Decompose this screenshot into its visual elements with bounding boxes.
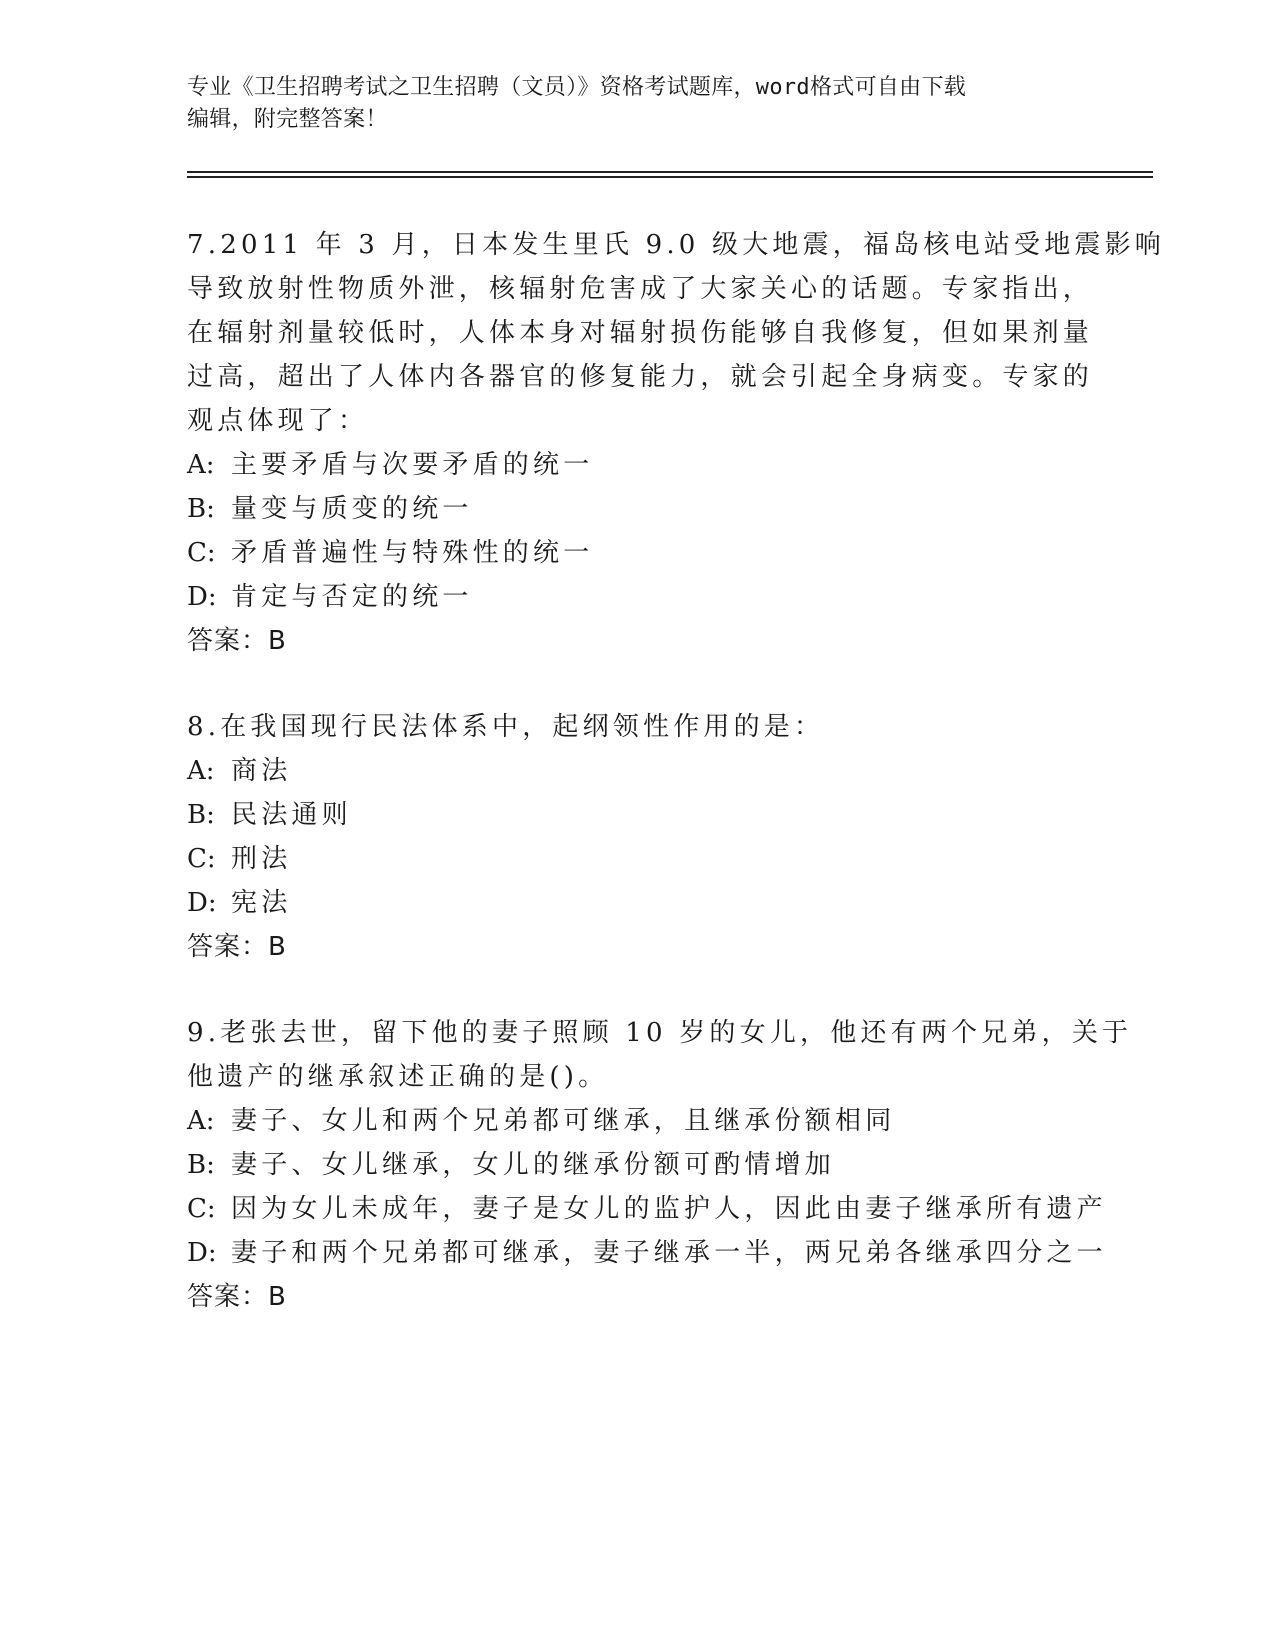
question-9-answer: 答案：B xyxy=(187,1282,287,1312)
option-letter: A: xyxy=(187,1106,215,1136)
option-text: 主要矛盾与次要矛盾的统一 xyxy=(231,450,594,480)
question-7-option-a xyxy=(187,445,593,485)
question-7-option-c xyxy=(187,533,593,573)
header-text-line-1: 专业《卫生招聘考试之卫生招聘（文员）》资格考试题库，word格式可自由下载 xyxy=(187,75,967,100)
option-text: 宪法 xyxy=(231,888,292,918)
question-9-text-line: 他遗产的继承叙述正确的是()。 xyxy=(187,1062,609,1092)
option-text: 刑法 xyxy=(231,844,292,874)
option-text: 商法 xyxy=(231,756,292,786)
header-text-line-2: 编辑，附完整答案！ xyxy=(187,107,388,132)
question-7-option-b xyxy=(187,489,473,529)
option-letter: A: xyxy=(187,756,215,786)
header-rule-top xyxy=(187,171,1153,173)
question-7-text-line: 7.2011 年 3 月，日本发生里氏 9.0 级大地震，福岛核电站受地震影响 xyxy=(187,230,1165,260)
option-text: 量变与质变的统一 xyxy=(231,494,473,524)
option-text: 肯定与否定的统一 xyxy=(231,582,473,612)
header-rule-bottom xyxy=(187,176,1153,178)
question-7-text-line: 导致放射性物质外泄，核辐射危害成了大家关心的话题。专家指出， xyxy=(187,274,1094,304)
question-8-option-c xyxy=(187,839,291,879)
question-9-option-c xyxy=(187,1189,1107,1229)
option-letter: C: xyxy=(187,844,216,874)
question-8-option-d xyxy=(187,883,291,923)
option-letter: D: xyxy=(187,582,217,612)
question-7-option-d xyxy=(187,577,473,617)
option-letter: D: xyxy=(187,888,217,918)
option-letter: C: xyxy=(187,1194,216,1224)
question-9-option-a xyxy=(187,1101,895,1141)
option-letter: B: xyxy=(187,800,215,830)
question-9-option-b xyxy=(187,1145,835,1185)
question-8-answer: 答案：B xyxy=(187,932,287,962)
option-letter: D: xyxy=(187,1238,217,1268)
question-7-text-line: 观点体现了： xyxy=(187,406,369,436)
question-8-option-a xyxy=(187,751,291,791)
question-8-text-line: 8.在我国现行民法体系中，起纲领性作用的是： xyxy=(187,712,825,742)
question-9-option-d xyxy=(187,1233,1107,1273)
option-letter: B: xyxy=(187,1150,215,1180)
option-text: 妻子、女儿继承，女儿的继承份额可酌情增加 xyxy=(231,1150,836,1180)
option-text: 因为女儿未成年，妻子是女儿的监护人，因此由妻子继承所有遗产 xyxy=(231,1194,1107,1224)
option-text: 民法通则 xyxy=(231,800,352,830)
option-text: 矛盾普遍性与特殊性的统一 xyxy=(231,538,594,568)
option-text: 妻子、女儿和两个兄弟都可继承，且继承份额相同 xyxy=(231,1106,896,1136)
option-letter: A: xyxy=(187,450,215,480)
question-8-option-b xyxy=(187,795,352,835)
option-text: 妻子和两个兄弟都可继承，妻子继承一半，两兄弟各继承四分之一 xyxy=(231,1238,1107,1268)
option-letter: B: xyxy=(187,494,215,524)
question-7-text-line: 在辐射剂量较低时，人体本身对辐射损伤能够自我修复，但如果剂量 xyxy=(187,318,1094,348)
option-letter: C: xyxy=(187,538,216,568)
question-7-text-line: 过高，超出了人体内各器官的修复能力，就会引起全身病变。专家的 xyxy=(187,362,1094,392)
question-7-answer: 答案：B xyxy=(187,626,287,656)
question-9-text-line: 9.老张去世，留下他的妻子照顾 10 岁的女儿，他还有两个兄弟，关于 xyxy=(187,1018,1133,1048)
